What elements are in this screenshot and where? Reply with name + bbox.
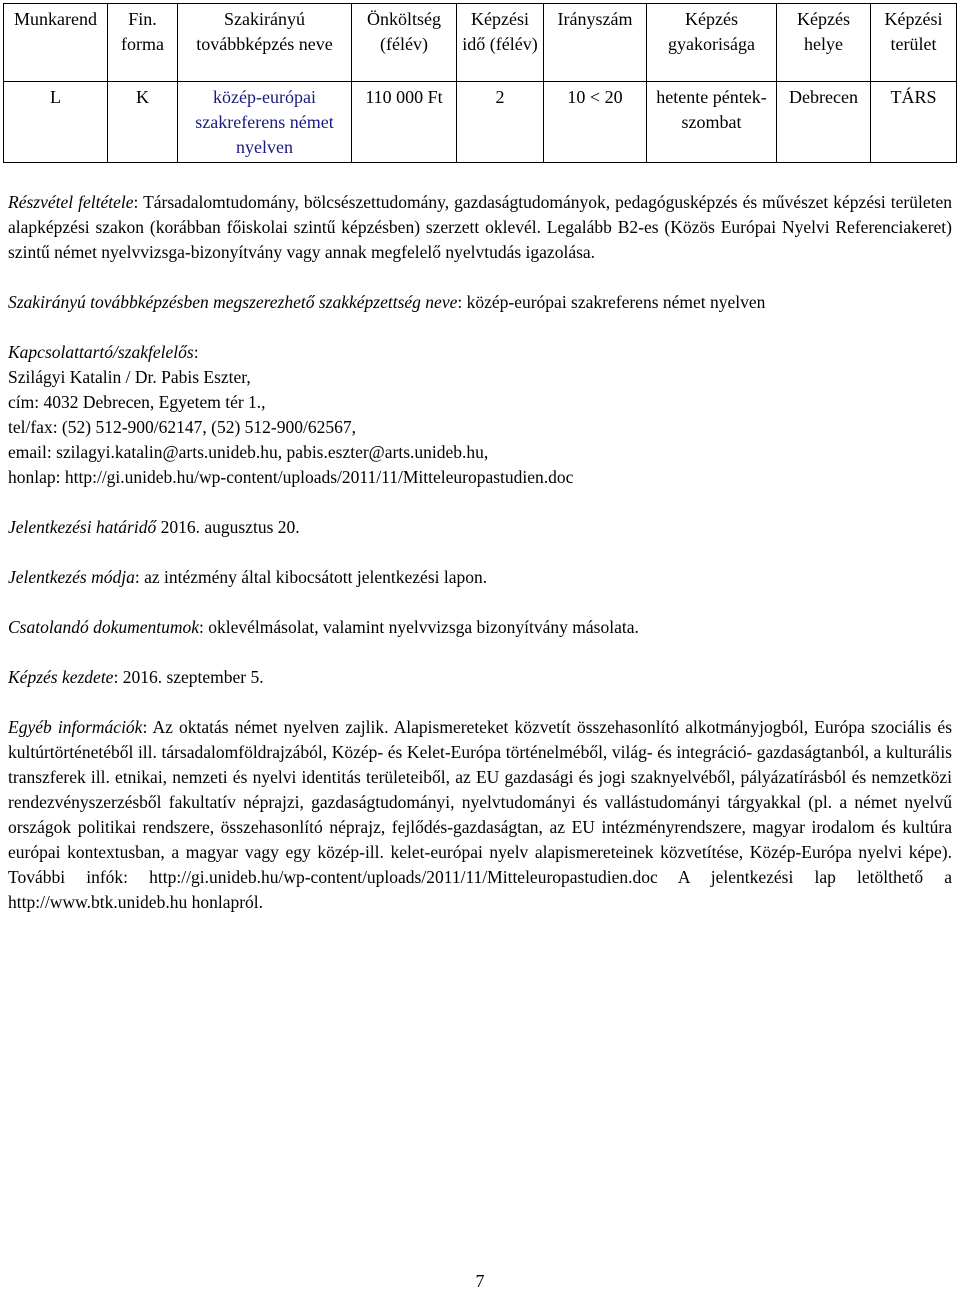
header-cell-gyakorisag: Képzés gyakorisága — [647, 4, 777, 82]
course-table — [3, 3, 957, 163]
kapcsolat-line-address: cím: 4032 Debrecen, Egyetem tér 1., — [8, 392, 266, 412]
cell-kepzesi-ido: 2 — [457, 82, 544, 163]
dokumentumok-label: Csatolandó dokumentumok — [8, 617, 200, 637]
dokumentumok-paragraph — [8, 615, 952, 640]
header-cell-terulet: Képzési terület — [871, 4, 957, 82]
kezdete-label: Képzés kezdete — [8, 667, 114, 687]
cell-munkarend: L — [4, 82, 108, 163]
header-cell-kepzesi-ido: Képzési idő (félév) — [457, 4, 544, 82]
cell-kepzes-neve: közép-európai szakreferens német nyelven — [178, 82, 352, 163]
szakkepzettseg-label: Szakirányú továbbképzésben megszerezhető szakképzettség neve — [8, 292, 458, 312]
szakkepzettseg-paragraph — [8, 290, 952, 315]
header-cell-munkarend: Munkarend — [4, 4, 108, 82]
reszvetel-paragraph — [8, 190, 952, 265]
kapcsolat-label: Kapcsolattartó/szakfelelős — [8, 342, 194, 362]
header-cell-onkoltseg: Önköltség (félév) — [352, 4, 457, 82]
table-row — [4, 82, 957, 163]
modja-paragraph — [8, 565, 952, 590]
modja-label: Jelentkezés módja — [8, 567, 135, 587]
table-header-row — [4, 4, 957, 82]
modja-text: : az intézmény által kibocsátott jelentkezési lapon. — [134, 567, 488, 587]
page-number: 7 — [475, 1271, 485, 1291]
reszvetel-label: Részvétel feltétele — [8, 192, 134, 212]
header-cell-fin-forma: Fin. forma — [108, 4, 178, 82]
header-cell-kepzes-neve: Szakirányú továbbképzés neve — [178, 4, 352, 82]
kapcsolat-line-names: Szilágyi Katalin / Dr. Pabis Eszter, — [8, 367, 251, 387]
reszvetel-text: : Társadalomtudomány, bölcsészettudomány, gazdaságtudományok, pedagógusképzés és művészet képzési területen alapképzési szakon (korábban főiskolai szintű képzésben) szerzett oklevél. Legalább B2-es (Közös Európai Nyelvi Referenciakeret) szintű német nyelvvizsga-bizonyítvány vagy annak megfelelő nyelvtudás igazolása. — [8, 192, 952, 262]
cell-iranyszam: 10 < 20 — [544, 82, 647, 163]
kapcsolat-line-email: email: szilagyi.katalin@arts.unideb.hu, pabis.eszter@arts.unideb.hu, — [8, 442, 489, 462]
kapcsolat-line-website: honlap: http://gi.unideb.hu/wp-content/uploads/2011/11/Mitteleuropastudien.doc — [8, 467, 574, 487]
kapcsolat-line-phone: tel/fax: (52) 512-900/62147, (52) 512-900/62567, — [8, 417, 357, 437]
hatarido-text: 2016. augusztus 20. — [156, 517, 300, 537]
cell-helye: Debrecen — [777, 82, 871, 163]
hatarido-label: Jelentkezési határidő — [8, 517, 157, 537]
dokumentumok-text: : oklevélmásolat, valamint nyelvvizsga bizonyítvány másolata. — [199, 617, 639, 637]
egyeb-paragraph — [8, 715, 952, 915]
cell-fin-forma: K — [108, 82, 178, 163]
kezdete-paragraph — [8, 665, 952, 690]
egyeb-label: Egyéb információk — [8, 717, 143, 737]
document-body — [8, 190, 952, 915]
hatarido-paragraph — [8, 515, 952, 540]
egyeb-text: : Az oktatás német nyelven zajlik. Alapismereteket közvetít összehasonlító alkotmányjogból, Európa szociális és kultúrtörténetéből ill. társadalomföldrajzából, Közép- és Kelet-Európa történelméből, világ- és integráció- gazdaságtanból, a kulturális transzferek ill. etnikai, nemzeti és nyelvi identitás területeiből, az EU gazdasági és jogi szaknyelvéből, pályázatírásból és nemzetközi rendezvényszerzésből fakultatív néprajzi, gazdaságtudományi, nyelvtudományi és vallástudományi tárgyakkal (pl. a német nyelvű országok politikai rendszere, összehasonlító néprajz, fejlődés-gazdaságtan, az EU intézményrendszere, magyar irodalom és kultúra európai kontextusban, a magyar vagy egy közép-ill. kelet-európai nyelv alapismereteinek közvetítése, Közép-Európa nyelvi képe). További infók: http://gi.unideb.hu/wp-content/uploads/2011/11/Mitteleuropastudien.doc A jelentkezési lap letölthető a http://www.btk.unideb.hu honlapról. — [8, 717, 953, 912]
header-cell-iranyszam: Irányszám — [544, 4, 647, 82]
szakkepzettseg-text: : közép-európai szakreferens német nyelven — [457, 292, 766, 312]
cell-onkoltseg: 110 000 Ft — [352, 82, 457, 163]
kapcsolat-heading — [8, 340, 952, 365]
kapcsolat-colon: : — [193, 342, 199, 362]
cell-gyakorisag: hetente péntek-szombat — [647, 82, 777, 163]
cell-terulet: TÁRS — [871, 82, 957, 163]
header-cell-helye: Képzés helye — [777, 4, 871, 82]
kezdete-text: : 2016. szeptember 5. — [113, 667, 264, 687]
